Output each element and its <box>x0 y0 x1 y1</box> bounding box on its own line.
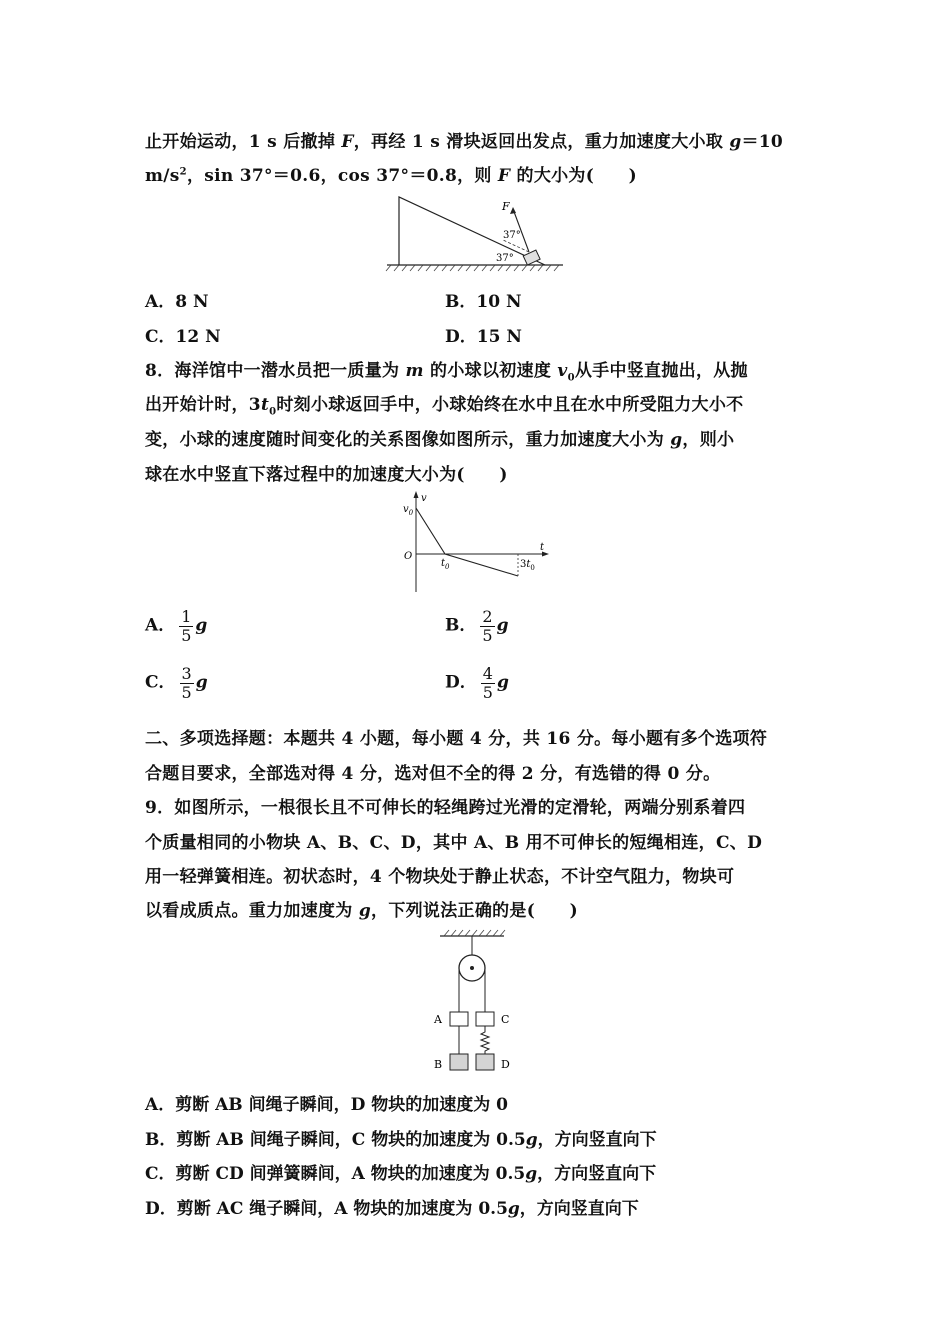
svg-text:37°: 37° <box>503 230 521 241</box>
q9-pulley-figure <box>428 928 518 1078</box>
block-d <box>476 1054 494 1070</box>
q9-text-line-1: 9．如图所示，一根很长且不可伸长的轻绳跨过光滑的定滑轮，两端分别系着四 <box>145 798 746 818</box>
q9-text-line-3: 用一轻弹簧相连。初状态时，4 个物块处于静止状态，不计空气阻力，物块可 <box>145 867 735 887</box>
q9-text-line-4: 以看成质点。重力加速度为 g，下列说法正确的是( ) <box>145 901 579 921</box>
svg-text:v: v <box>421 493 427 504</box>
svg-text:D: D <box>501 1058 510 1071</box>
sliding-block <box>523 250 540 265</box>
svg-text:t0: $t_0$ <box>441 558 450 571</box>
q9-option-d[interactable]: D．剪断 AC 绳子瞬间，A 物块的加速度为 0.5g，方向竖直向下 <box>145 1199 639 1219</box>
svg-text:3t0: $3t_0$ <box>520 559 535 572</box>
section2-header-line-1: 二、多项选择题：本题共 4 小题，每小题 4 分，共 16 分。每小题有多个选项符 <box>145 729 768 749</box>
block-c <box>476 1012 494 1026</box>
q8-text-line-1: 8．海洋馆中一潜水员把一质量为 m 的小球以初速度 $v_0$从手中竖直抛出，从抛 <box>145 361 748 384</box>
q7-option-b[interactable]: B．10 N <box>445 292 522 312</box>
svg-text:O: O <box>404 551 413 562</box>
svg-text:C: C <box>501 1013 510 1026</box>
q8-option-d[interactable]: D． $\frac{4}{5}$ g <box>445 664 509 702</box>
svg-text:A: A <box>434 1013 442 1026</box>
q7-incline-figure <box>385 195 565 275</box>
svg-text:t: t <box>540 542 545 553</box>
q9-option-a[interactable]: A．剪断 AB 间绳子瞬间，D 物块的加速度为 0 <box>145 1095 508 1115</box>
q7-text-line-1: 止开始运动，1 s 后撤掉 F，再经 1 s 滑块返回出发点，重力加速度大小取 g＝10 <box>145 132 784 152</box>
svg-text:B: B <box>434 1058 443 1071</box>
q9-option-c[interactable]: C．剪断 CD 间弹簧瞬间，A 物块的加速度为 0.5g，方向竖直向下 <box>145 1164 657 1184</box>
q9-option-b[interactable]: B．剪断 AB 间绳子瞬间，C 物块的加速度为 0.5g，方向竖直向下 <box>145 1130 657 1150</box>
q8-option-c[interactable]: C． $\frac{3}{5}$ g <box>145 664 208 702</box>
svg-text:v0: $v_0$ <box>403 504 414 517</box>
svg-text:37°: 37° <box>496 253 514 264</box>
q7-text-line-2: $m/s^2$，sin 37°＝0.6，cos 37°＝0.8，则 F 的大小为( ) <box>145 166 638 186</box>
q8-option-a[interactable]: A． $\frac{1}{5}$ g <box>145 607 208 645</box>
q8-text-line-3: 变，小球的速度随时间变化的关系图像如图所示，重力加速度大小为 g，则小 <box>145 430 735 450</box>
velocity-line <box>416 508 518 576</box>
q7-option-c[interactable]: C．12 N <box>145 327 221 347</box>
section2-header-line-2: 合题目要求，全部选对得 4 分，选对但不全的得 2 分，有选错的得 0 分。 <box>145 764 721 784</box>
q7-option-a[interactable]: A．8 N <box>145 292 209 312</box>
q9-text-line-2: 个质量相同的小物块 A、B、C、D，其中 A、B 用不可伸长的短绳相连，C、D <box>145 833 763 853</box>
q8-vt-graph <box>400 490 550 595</box>
block-a <box>450 1012 468 1026</box>
spring <box>481 1026 489 1054</box>
svg-text:F: F <box>502 200 510 213</box>
q8-text-line-2: 出开始计时，$3t_0$时刻小球返回手中，小球始终在水中且在水中所受阻力大小不 <box>145 395 744 418</box>
q7-option-d[interactable]: D．15 N <box>445 327 522 347</box>
q8-text-line-4: 球在水中竖直下落过程中的加速度大小为( ) <box>145 465 508 485</box>
q8-option-b[interactable]: B． $\frac{2}{5}$ g <box>445 607 509 645</box>
incline-wedge <box>399 197 545 265</box>
block-b <box>450 1054 468 1070</box>
